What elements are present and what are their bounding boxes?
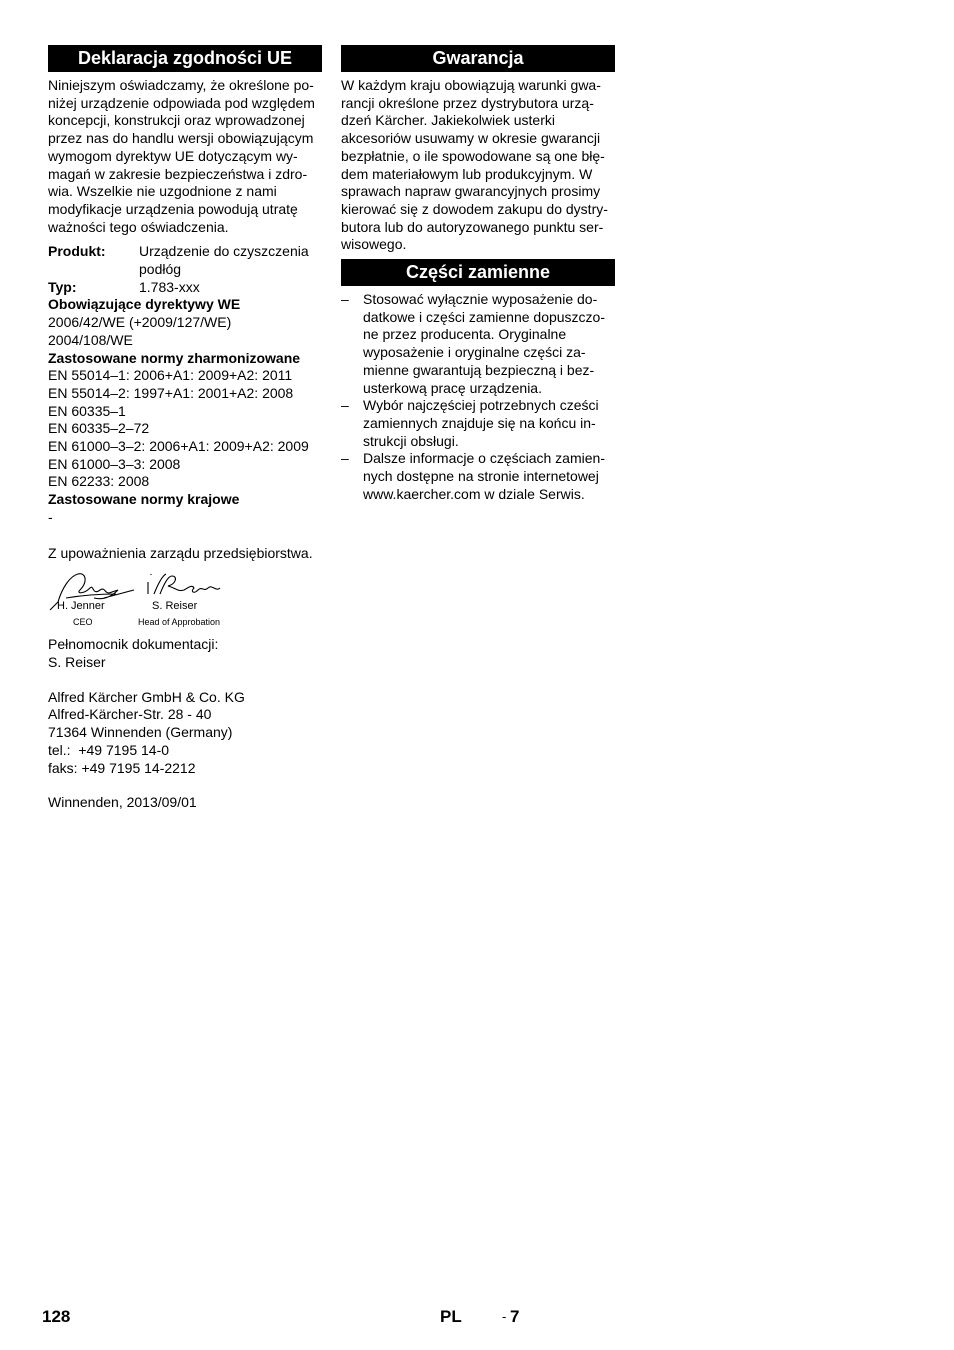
type-label: Typ:	[48, 278, 77, 295]
list-item: – Wybór najczęściej potrzebnych cześci zamiennych znajduje się na końcu in- strukcji obsługi.	[341, 397, 615, 450]
address-line: faks: +49 7195 14-2212	[48, 759, 196, 776]
type-row	[48, 279, 322, 297]
product-info	[48, 243, 322, 296]
documentation-name: S. Reiser	[48, 653, 106, 670]
product-value: Urządzenie do czyszczenia podłóg	[139, 243, 309, 278]
warranty-text: W każdym kraju obowiązują warunki gwa- rancji określone przez dystrybutora urzą- dzeń Kärcher. Jakiekolwiek usterki akcesoriów usuwamy w okresie gwarancji bezpłatnie, o ile spowodowane są one błę- dem materiałowym lub produkcyjnym. W sprawach napraw gwarancyjnych prosimy kierować się z dowodem zakupu do dystry- butora lub do autoryzowanego punktu ser- wisowego.	[341, 77, 608, 253]
language-code: PL	[440, 1307, 462, 1326]
type-value: 1.783-xxx	[139, 278, 200, 295]
address-line: Alfred Kärcher GmbH & Co. KG	[48, 688, 245, 705]
product-row	[48, 243, 322, 278]
signer2-name: S. Reiser	[152, 600, 198, 613]
left-column	[48, 45, 322, 812]
national-heading: Zastosowane normy krajowe	[48, 491, 240, 508]
standard-item: EN 61000–3–2: 2006+A1: 2009+A2: 2009	[48, 438, 309, 455]
company-address	[48, 689, 322, 778]
standard-item: EN 60335–1	[48, 402, 126, 419]
right-column	[341, 45, 615, 503]
national-value: -	[48, 508, 53, 525]
signer1-name: H. Jenner	[57, 600, 105, 613]
directive-item: 2004/108/WE	[48, 331, 133, 348]
warranty-heading: Gwarancja	[341, 45, 615, 72]
standard-item: EN 55014–1: 2006+A1: 2009+A2: 2011	[48, 367, 293, 384]
section-page-number: 7	[510, 1307, 520, 1326]
signatures	[48, 568, 322, 630]
spare-parts-heading: Części zamienne	[341, 259, 615, 286]
address-line: Alfred-Kärcher-Str. 28 - 40	[48, 706, 212, 723]
documentation-label: Pełnomocnik dokumentacji:	[48, 636, 219, 653]
footer-separator: -	[502, 1309, 507, 1324]
signer1-role: CEO	[73, 617, 93, 628]
signer2-role: Head of Approbation	[138, 617, 221, 628]
standard-item: EN 61000–3–3: 2008	[48, 455, 181, 472]
address-line: tel.: +49 7195 14-0	[48, 741, 170, 758]
list-item: – Stosować wyłącznie wyposażenie do- datkowe i części zamienne dopuszczo- ne przez producenta. Oryginalne wyposażenie i oryginalne części za- mienne gwarantują bezpieczną i bez- usterkową pracę urządzenia.	[341, 291, 615, 397]
harmonized-heading: Zastosowane normy zharmonizowane	[48, 349, 301, 366]
spare-parts-list	[341, 291, 615, 503]
standard-item: EN 60335–2–72	[48, 420, 150, 437]
standard-item: EN 55014–2: 1997+A1: 2001+A2: 2008	[48, 384, 294, 401]
list-item: – Dalsze informacje o częściach zamien- nych dostępne na stronie internetowej www.kaercher.com w dziale Serwis.	[341, 450, 615, 503]
declaration-heading: Deklaracja zgodności UE	[48, 45, 322, 72]
declaration-intro: Niniejszym oświadczamy, że określone po- niżej urządzenie odpowiada pod względem koncepcji, konstrukcji oraz wprowadzonej przez nas do handlu wersji obowiązującym wymogom dyrektyw UE dotyczącym wy- magań w zakresie bezpieczeństwa i zdro- wia. Wszelkie nie uzgodnione z nami modyfikacje urządzenia powodują utratę ważności tego oświadczenia.	[48, 77, 315, 235]
place-date: Winnenden, 2013/09/01	[48, 794, 197, 811]
page-number: 128	[42, 1307, 71, 1326]
product-label: Produkt:	[48, 243, 106, 260]
standard-item: EN 62233: 2008	[48, 473, 150, 490]
authorization-text: Z upoważnienia zarządu przedsiębiorstwa.	[48, 544, 313, 561]
directives-heading: Obowiązujące dyrektywy WE	[48, 296, 241, 313]
directive-item: 2006/42/WE (+2009/127/WE)	[48, 314, 232, 331]
address-line: 71364 Winnenden (Germany)	[48, 724, 233, 741]
